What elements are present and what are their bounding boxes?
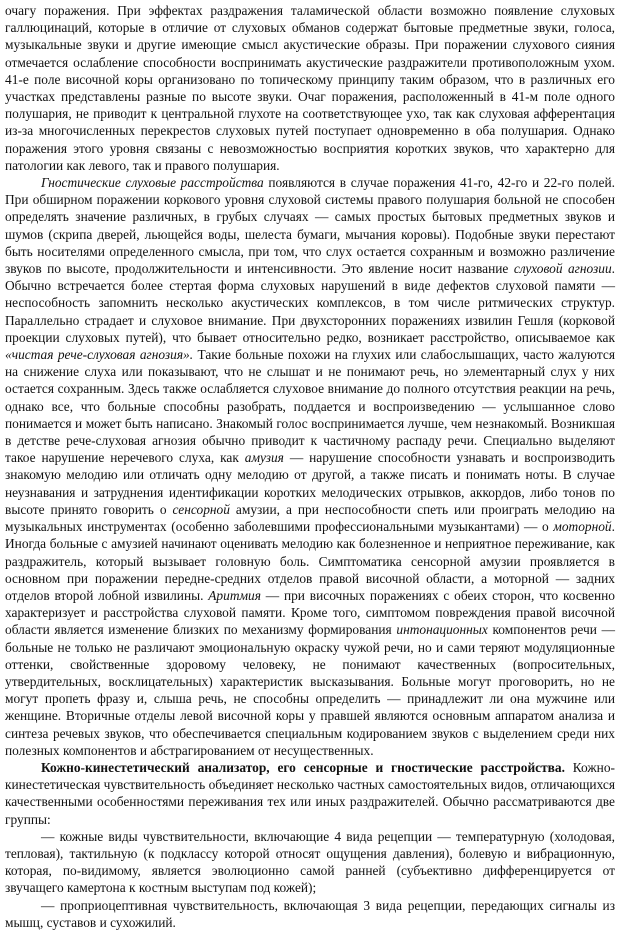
list-item-text: — кожные виды чувствительности, включающие 4 вида рецепции — температурную (холодовая, тепловая), тактильную (к подклассу которой относят ощущения давления), болевую и вибрационную, которая, по-видимому, является эволюционно самой ранней (субъективно дифференцируется от звучащего камертона к костным выступам под кожей); <box>5 828 615 896</box>
list-item-text: — проприоцептивная чувствительность, включающая 3 вида рецепции, передающих сигналы из мышц, суставов и сухожилий. <box>5 897 615 930</box>
text-segment: Такие больные похожи на глухих или слабослышащих, часто жалуются на снижение слуха или показывают, что не слышат и не понимают речь, но элементарный слух у них остается сохранным. Здесь также ослабляется слуховое внимание до полного отсутствия реакции на речь, однако все, что больные способны разобрать, поддается и воспроизведению — услышанное слово понимается и может быть написано. Знакомый голос воспринимается лучше, чем незнакомый. Возникшая в детстве рече-слуховая агнозия обычно приводит к частичному распаду речи. Специально выделяют такое нарушение неречевого слуха, как <box>5 347 615 466</box>
term-arrhythmia: Аритмия <box>208 587 261 603</box>
text-segment: . Иногда больные с амузией начинают оценивать мелодию как болезненное и неприятное переживание, как раздражитель, который вызывает головную боль. Симптоматика сенсорной амузии проявляется в основном при поражении передне-средних отделов правой височной области, а моторной — задних отделов второй лобной извилины. <box>5 519 615 603</box>
term-auditory-agnosia: слуховой агнозии <box>513 261 612 277</box>
section-heading: Кожно-кинестетический анализатор, его сенсорные и гностические расстройства. <box>41 759 565 775</box>
paragraph-gnostic-auditory-disorders <box>5 174 615 759</box>
text-segment: — при височных поражениях с обеих сторон, что косвенно характеризует и расстройства слуховой памяти. Кроме того, симптомом повреждения правой височной области является изменение близких по механизму формирования <box>5 587 615 638</box>
text-segment: амузии, а при неспособности спеть или проиграть мелодию на музыкальных инструментах (особенно заболевшими профессиональными музыкантами) — о <box>5 501 615 535</box>
list-item-skin-sensitivity <box>5 828 615 897</box>
term-gnostic-auditory-disorders: Гностические слуховые расстройства <box>41 175 264 191</box>
list-item-proprioceptive-sensitivity <box>5 897 615 931</box>
text-segment: — нарушение способности узнавать и воспроизводить знакомую мелодию или отличать одну мелодию от другой, а также писать и понимать ноты. В случае неузнавания и затруднения идентификации коротких мелодических отрывков, аккордов, либо тонов по высоте принято говорить о <box>5 450 616 517</box>
paragraph-text: очагу поражения. При эффектах раздражения таламической области возможно появление слуховых галлюцинаций, которые в отличие от слуховых обманов содержат бытовые предметные звуки, голоса, музыкальные звуки и другие имеющие смысл акустические образы. При поражении слухового сияния отмечается ослабление способности воспринимать акустические раздражители противоположным ухом. 41-е поле височной коры организовано по топическому принципу таким образом, что в различных его участках представлены разные по высоте звуки. Очаг поражения, расположенный в 41-м поле одного полушария, не приводит к центральной глухоте на соответствующее ухо, так как слуховая афферентация из-за многочисленных перекрестов слуховых путей поступает одновременно в оба полушария. Однако поражения этого уровня связаны с невозможностью восприятия коротких звуков, что характерно для патологии как левого, так и правого полушария. <box>5 3 615 173</box>
term-pure-speech-auditory-agnosia: «чистая рече-слуховая агнозия». <box>5 347 194 363</box>
text-segment: . Обычно встречается более стертая форма слуховых нарушений в виде дефектов слуховой памяти — неспособность запомнить несколько акустических комплексов, в том числе ритмических структур. Параллельно страдает и слуховое внимание. При двухсторонних поражениях извилин Гешля (корковой проекции слуховых путей), что бывает относительно редко, возникает расстройство, описываемое как <box>5 261 615 345</box>
text-segment: компонентов речи — больные не только не различают эмоциональную окраску чужой речи, но и сами теряют модуляционные оттенки, свойственные здоровому человеку, не понимают качественных (вопросительных, утвердительных, восклицательных) характеристик высказывания. Больные могут проговорить, но не могут пропеть фразу и, слыша речь, не способны определить — принадлежит ли она мужчине или женщине. Вторичные отделы левой височной коры у правшей являются основным аппаратом анализа и синтеза речевых звуков, что обеспечивается специальным кодированием звуков с выделением среди них полезных компонентов и абстрагированием от несущественных. <box>5 622 615 758</box>
term-amusia: амузия <box>244 450 284 466</box>
term-intonational: интонационных <box>396 622 488 638</box>
term-motor: моторной <box>553 519 612 535</box>
paragraph-text: Кожно-кинестетическая чувствительность объединяет несколько частных самостоятельных видов, отличающихся качественными особенностями переживания тех или иных раздражителей. Обычно рассматриваются две группы: <box>5 759 615 827</box>
text-segment: появляются в случае поражения 41-го, 42-го и 22-го полей. При обширном поражении коркового уровня слуховой системы правого полушария больной не способен определять значение различных, в грубых случаях — самых простых бытовых предметных звуков и шумов (скрипа дверей, льющейся воды, шелеста бумаги, мычания коровы). Подобные звуки перестают быть носителями определенного смысла, при том, что слух остается сохранным и возможно различение звуков по высоте, продолжительности и интенсивности. Это явление носит название <box>5 175 615 277</box>
term-sensory: сенсорной <box>172 501 230 517</box>
paragraph-thalamic-lesions <box>5 2 615 174</box>
paragraph-skin-kinesthetic-analyzer <box>5 759 615 828</box>
